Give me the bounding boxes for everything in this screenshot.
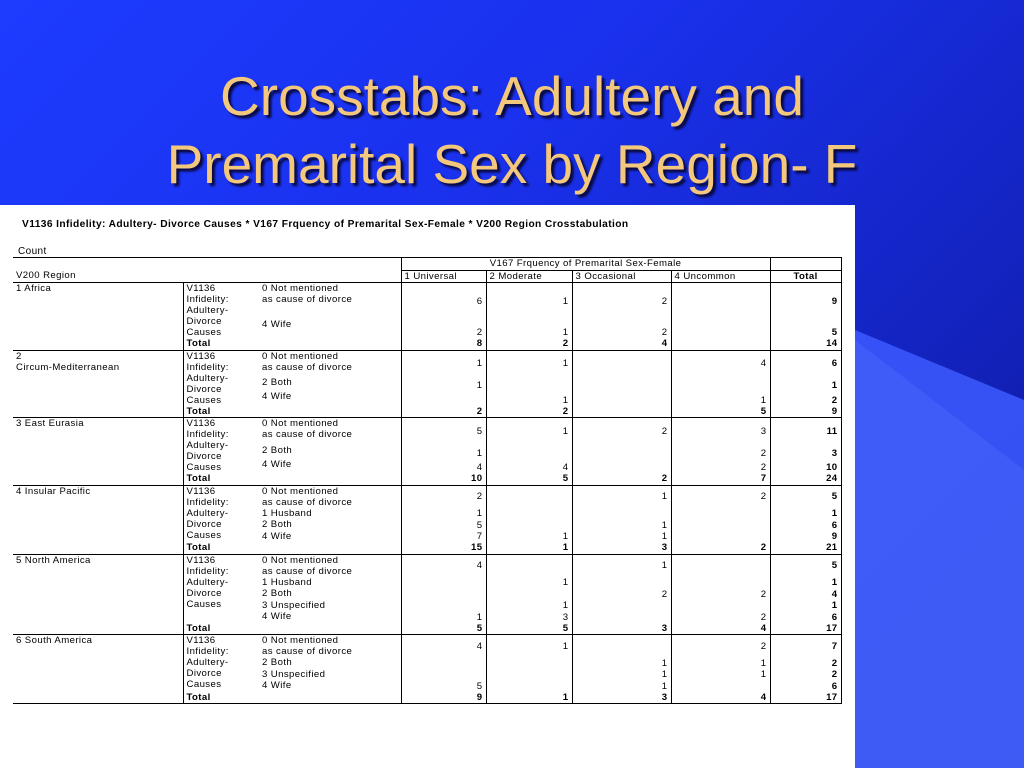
row-label bbox=[259, 519, 401, 531]
row-label-line-2: as cause of divorce bbox=[262, 565, 353, 577]
total-cell: 5 bbox=[401, 623, 486, 635]
variable-label: V1136 Infidelity: Adultery- Divorce Causes bbox=[183, 283, 259, 339]
row-label bbox=[259, 635, 401, 658]
count-cell: 1 bbox=[572, 657, 671, 669]
count-cell bbox=[486, 485, 572, 508]
row-label bbox=[259, 680, 401, 692]
grand-total-cell: 17 bbox=[770, 692, 841, 704]
row-label bbox=[259, 459, 401, 473]
row-label bbox=[259, 554, 401, 577]
row-total-cell: 9 bbox=[770, 531, 841, 543]
variable-label: V1136 Infidelity: Adultery- Divorce Causes bbox=[183, 554, 259, 623]
count-cell: 2 bbox=[401, 485, 486, 508]
count-cell: 4 bbox=[401, 459, 486, 473]
count-cell bbox=[401, 391, 486, 405]
grand-total-cell: 21 bbox=[770, 542, 841, 554]
total-label: Total bbox=[183, 406, 401, 418]
count-cell bbox=[572, 635, 671, 658]
row-label-line-2: as cause of divorce bbox=[262, 294, 353, 305]
row-total-cell: 9 bbox=[770, 283, 841, 320]
count-cell: 2 bbox=[671, 485, 770, 508]
total-cell: 15 bbox=[401, 542, 486, 554]
count-cell: 7 bbox=[401, 531, 486, 543]
region-label: 2 Circum-Mediterranean bbox=[13, 350, 183, 418]
count-cell: 1 bbox=[401, 377, 486, 391]
count-cell: 1 bbox=[401, 508, 486, 520]
count-cell bbox=[572, 377, 671, 391]
count-cell bbox=[401, 657, 486, 669]
row-label-line-2: as cause of divorce bbox=[262, 496, 353, 508]
count-cell bbox=[572, 391, 671, 405]
total-cell: 3 bbox=[572, 692, 671, 704]
count-cell: 2 bbox=[572, 588, 671, 600]
count-cell: 1 bbox=[486, 577, 572, 589]
count-cell bbox=[486, 657, 572, 669]
count-cell: 2 bbox=[671, 459, 770, 473]
count-cell: 1 bbox=[486, 600, 572, 612]
row-label bbox=[259, 418, 401, 445]
row-total-cell: 3 bbox=[770, 445, 841, 459]
row-label bbox=[259, 391, 401, 405]
total-cell: 5 bbox=[486, 623, 572, 635]
count-cell bbox=[572, 350, 671, 377]
row-label bbox=[259, 377, 401, 391]
row-label-line: 4 Wife bbox=[262, 530, 292, 542]
count-cell: 2 bbox=[572, 319, 671, 338]
total-cell: 8 bbox=[401, 338, 486, 350]
total-cell bbox=[671, 338, 770, 350]
count-cell bbox=[671, 283, 770, 320]
count-cell bbox=[572, 611, 671, 623]
count-cell bbox=[486, 588, 572, 600]
row-total-cell: 1 bbox=[770, 600, 841, 612]
row-total-cell: 2 bbox=[770, 391, 841, 405]
count-cell: 3 bbox=[671, 418, 770, 445]
row-label-line: 3 Unspecified bbox=[262, 599, 326, 611]
count-cell: 2 bbox=[671, 445, 770, 459]
count-cell: 2 bbox=[671, 611, 770, 623]
count-cell: 2 bbox=[572, 283, 671, 320]
row-label-line: 4 Wife bbox=[262, 611, 292, 622]
count-cell: 1 bbox=[671, 657, 770, 669]
total-cell: 7 bbox=[671, 473, 770, 485]
count-cell bbox=[572, 508, 671, 520]
row-label bbox=[259, 588, 401, 600]
count-cell bbox=[671, 531, 770, 543]
row-label-line: 4 Wife bbox=[262, 319, 292, 331]
count-cell bbox=[671, 519, 770, 531]
row-label-line: 2 Both bbox=[262, 588, 293, 599]
count-cell bbox=[671, 600, 770, 612]
slide-title bbox=[60, 62, 964, 198]
count-cell: 2 bbox=[401, 319, 486, 338]
count-cell: 1 bbox=[572, 485, 671, 508]
variable-label: V1136 Infidelity: Adultery- Divorce Causes bbox=[183, 485, 259, 542]
count-cell bbox=[671, 377, 770, 391]
total-cell: 4 bbox=[671, 623, 770, 635]
row-label-line: 0 Not mentioned bbox=[262, 283, 339, 294]
total-cell: 3 bbox=[572, 542, 671, 554]
crosstab-table bbox=[13, 257, 842, 704]
row-label bbox=[259, 600, 401, 612]
count-cell bbox=[572, 445, 671, 459]
total-cell: 5 bbox=[671, 406, 770, 418]
row-total-cell: 2 bbox=[770, 669, 841, 681]
table-row bbox=[13, 418, 841, 445]
row-label-line: 2 Both bbox=[262, 444, 293, 456]
count-cell: 1 bbox=[572, 519, 671, 531]
table-caption: V1136 Infidelity: Adultery- Divorce Causes * V167 Frquency of Premarital Sex-Female * V200 Region Crosstabulation bbox=[22, 219, 629, 230]
total-cell: 5 bbox=[486, 473, 572, 485]
count-cell bbox=[572, 577, 671, 589]
count-cell: 1 bbox=[572, 531, 671, 543]
grand-total-cell: 14 bbox=[770, 338, 841, 350]
row-total-cell: 7 bbox=[770, 635, 841, 658]
table-row bbox=[13, 350, 841, 377]
total-cell: 2 bbox=[486, 338, 572, 350]
total-cell: 3 bbox=[572, 623, 671, 635]
total-label: Total bbox=[183, 623, 401, 635]
count-cell: 1 bbox=[486, 635, 572, 658]
row-label-line: 1 Husband bbox=[262, 576, 313, 588]
region-label: 6 South America bbox=[13, 635, 183, 704]
count-cell bbox=[401, 600, 486, 612]
col-group-header: V167 Frquency of Premarital Sex-Female bbox=[401, 258, 770, 271]
count-cell: 1 bbox=[572, 669, 671, 681]
header-row-2 bbox=[13, 270, 841, 283]
count-cell: 1 bbox=[671, 391, 770, 405]
count-cell bbox=[486, 377, 572, 391]
row-label-line: 2 Both bbox=[262, 519, 293, 530]
row-label-line: 0 Not mentioned bbox=[262, 485, 339, 497]
row-total-cell: 11 bbox=[770, 418, 841, 445]
col-header-moderate: 2 Moderate bbox=[486, 270, 572, 283]
row-total-cell: 5 bbox=[770, 485, 841, 508]
count-cell bbox=[572, 600, 671, 612]
count-cell: 1 bbox=[671, 669, 770, 681]
table-row bbox=[13, 485, 841, 508]
total-cell: 2 bbox=[572, 473, 671, 485]
region-label: 3 East Eurasia bbox=[13, 418, 183, 486]
region-label: 4 Insular Pacific bbox=[13, 485, 183, 554]
total-cell: 2 bbox=[486, 406, 572, 418]
row-total-cell: 5 bbox=[770, 554, 841, 577]
row-label-line: 2 Both bbox=[262, 657, 293, 668]
grand-total-cell: 9 bbox=[770, 406, 841, 418]
row-header: V200 Region bbox=[13, 270, 401, 283]
total-cell bbox=[572, 406, 671, 418]
table-row bbox=[13, 635, 841, 658]
variable-label: V1136 Infidelity: Adultery- Divorce Causes bbox=[183, 350, 259, 406]
count-cell: 4 bbox=[401, 554, 486, 577]
count-cell: 5 bbox=[401, 519, 486, 531]
count-cell bbox=[486, 508, 572, 520]
row-label-line: 0 Not mentioned bbox=[262, 554, 339, 566]
row-label bbox=[259, 283, 401, 320]
row-total-cell: 6 bbox=[770, 519, 841, 531]
count-cell: 1 bbox=[401, 611, 486, 623]
total-label: Total bbox=[183, 473, 401, 485]
col-header-universal: 1 Universal bbox=[401, 270, 486, 283]
row-label-line: 1 Husband bbox=[262, 507, 313, 519]
count-cell: 1 bbox=[486, 391, 572, 405]
total-cell: 2 bbox=[401, 406, 486, 418]
row-label-line: 3 Unspecified bbox=[262, 668, 326, 680]
row-label bbox=[259, 485, 401, 508]
count-cell bbox=[486, 669, 572, 681]
total-label: Total bbox=[183, 338, 401, 350]
count-cell: 1 bbox=[572, 680, 671, 692]
row-label bbox=[259, 577, 401, 589]
col-header-total: Total bbox=[770, 270, 841, 283]
row-label-line: 4 Wife bbox=[262, 391, 292, 403]
row-label bbox=[259, 669, 401, 681]
count-cell: 1 bbox=[486, 350, 572, 377]
count-cell bbox=[486, 554, 572, 577]
count-cell: 2 bbox=[671, 635, 770, 658]
count-cell: 4 bbox=[486, 459, 572, 473]
count-cell: 1 bbox=[486, 319, 572, 338]
grand-total-cell: 24 bbox=[770, 473, 841, 485]
count-cell: 2 bbox=[671, 588, 770, 600]
row-label-line: 4 Wife bbox=[262, 680, 292, 691]
variable-label: V1136 Infidelity: Adultery- Divorce Causes bbox=[183, 418, 259, 474]
count-cell: 1 bbox=[572, 554, 671, 577]
row-label bbox=[259, 657, 401, 669]
count-cell bbox=[401, 577, 486, 589]
count-cell: 5 bbox=[401, 680, 486, 692]
row-label bbox=[259, 445, 401, 459]
col-header-uncommon: 4 Uncommon bbox=[671, 270, 770, 283]
region-label: 5 North America bbox=[13, 554, 183, 635]
count-cell bbox=[572, 459, 671, 473]
row-label-line-2: as cause of divorce bbox=[262, 429, 353, 440]
row-label-line: 4 Wife bbox=[262, 458, 292, 470]
row-label-line: 0 Not mentioned bbox=[262, 350, 339, 362]
count-label: Count bbox=[18, 246, 47, 257]
count-cell bbox=[671, 680, 770, 692]
row-total-cell: 6 bbox=[770, 611, 841, 623]
col-header-occasional: 3 Occasional bbox=[572, 270, 671, 283]
row-label bbox=[259, 611, 401, 623]
row-label-line-2: as cause of divorce bbox=[262, 646, 353, 657]
row-label-line-2: as cause of divorce bbox=[262, 361, 353, 373]
count-cell: 1 bbox=[486, 531, 572, 543]
total-cell: 1 bbox=[486, 542, 572, 554]
total-label: Total bbox=[183, 692, 401, 704]
row-label-line: 2 Both bbox=[262, 377, 293, 389]
count-cell bbox=[671, 577, 770, 589]
count-cell: 1 bbox=[486, 283, 572, 320]
total-cell: 9 bbox=[401, 692, 486, 704]
grand-total-cell: 17 bbox=[770, 623, 841, 635]
row-label-line: 0 Not mentioned bbox=[262, 635, 339, 646]
count-cell bbox=[401, 588, 486, 600]
count-cell: 4 bbox=[671, 350, 770, 377]
count-cell bbox=[671, 554, 770, 577]
table-row bbox=[13, 283, 841, 320]
total-cell: 2 bbox=[671, 542, 770, 554]
count-cell bbox=[671, 508, 770, 520]
total-cell: 10 bbox=[401, 473, 486, 485]
title-line-1: Crosstabs: Adultery and bbox=[220, 65, 804, 127]
row-label bbox=[259, 508, 401, 520]
row-total-cell: 1 bbox=[770, 577, 841, 589]
row-label bbox=[259, 531, 401, 543]
total-label: Total bbox=[183, 542, 401, 554]
table-row bbox=[13, 554, 841, 577]
count-cell: 1 bbox=[401, 350, 486, 377]
count-cell: 6 bbox=[401, 283, 486, 320]
total-cell: 4 bbox=[572, 338, 671, 350]
count-cell bbox=[486, 445, 572, 459]
count-cell bbox=[486, 680, 572, 692]
count-cell: 4 bbox=[401, 635, 486, 658]
row-total-cell: 6 bbox=[770, 350, 841, 377]
row-total-cell: 5 bbox=[770, 319, 841, 338]
variable-label: V1136 Infidelity: Adultery- Divorce Causes bbox=[183, 635, 259, 692]
count-cell bbox=[671, 319, 770, 338]
row-total-cell: 2 bbox=[770, 657, 841, 669]
count-cell: 3 bbox=[486, 611, 572, 623]
count-cell: 1 bbox=[486, 418, 572, 445]
count-cell: 5 bbox=[401, 418, 486, 445]
title-line-2: Premarital Sex by Region- F bbox=[166, 133, 858, 195]
header-row-1 bbox=[13, 258, 841, 271]
count-cell: 2 bbox=[572, 418, 671, 445]
count-cell bbox=[401, 669, 486, 681]
count-cell bbox=[486, 519, 572, 531]
region-label: 1 Africa bbox=[13, 283, 183, 351]
row-total-cell: 6 bbox=[770, 680, 841, 692]
row-label bbox=[259, 319, 401, 338]
row-total-cell: 1 bbox=[770, 508, 841, 520]
total-cell: 4 bbox=[671, 692, 770, 704]
row-total-cell: 4 bbox=[770, 588, 841, 600]
row-total-cell: 10 bbox=[770, 459, 841, 473]
row-label bbox=[259, 350, 401, 377]
total-cell: 1 bbox=[486, 692, 572, 704]
row-label-line: 0 Not mentioned bbox=[262, 418, 339, 429]
crosstab-document bbox=[0, 205, 855, 768]
row-total-cell: 1 bbox=[770, 377, 841, 391]
count-cell: 1 bbox=[401, 445, 486, 459]
